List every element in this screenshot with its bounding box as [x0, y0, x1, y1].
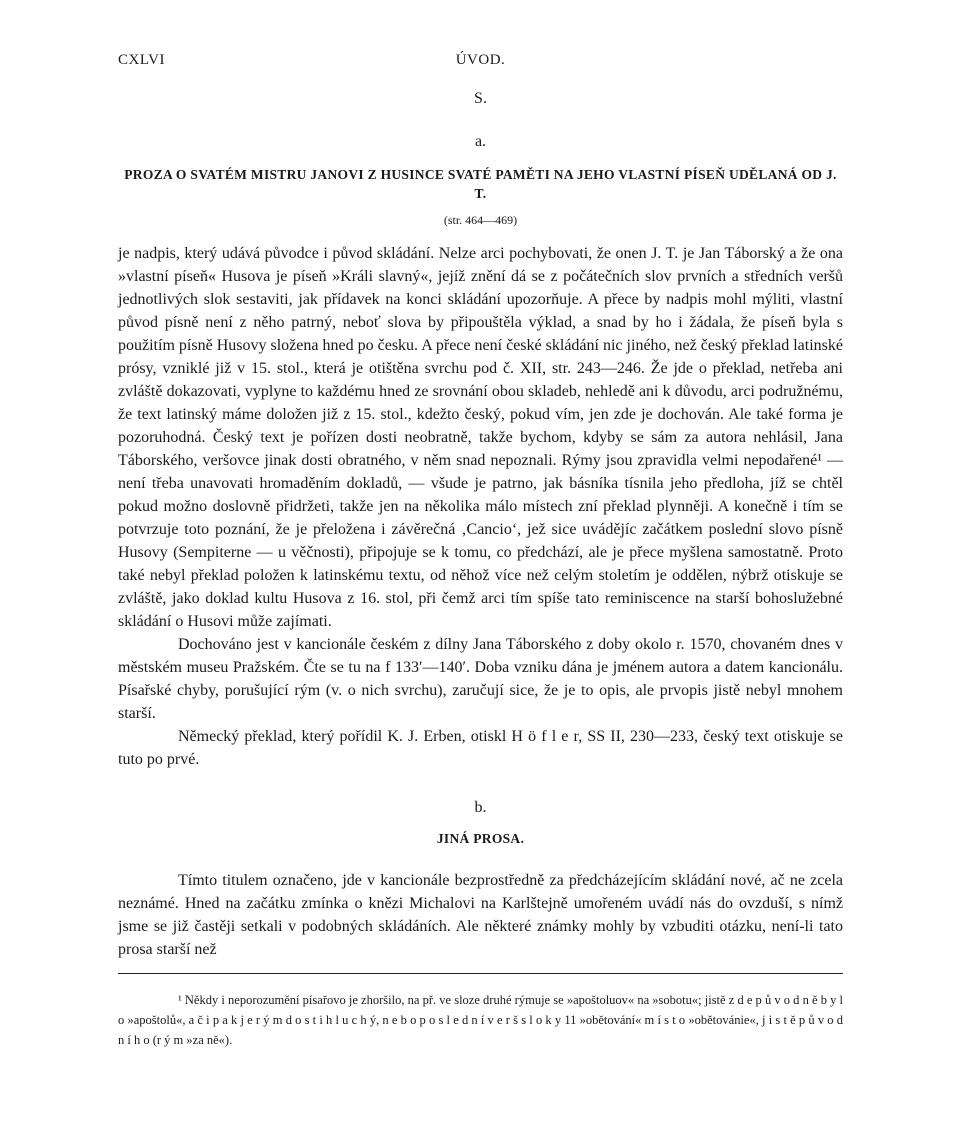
page-number: CXLVI — [118, 52, 165, 68]
subsection-b-letter: b. — [474, 799, 487, 816]
subsection-b-title: JINÁ PROSA. — [436, 831, 525, 846]
page-header — [118, 52, 843, 76]
footnote-text: ¹ Někdy i neporozumění písařovo je zhoršilo, na př. ve sloze druhé rýmuje se »apoštoluov« na »sobotu«; jistě z d e p ů v o d n ě b y l o »apoštolů«, a č i p a k j e r ý m d o s t i h l u c h ý, n e b o p o s l e d n í v e r š s l o k y 11 »obětování« m í s t o »obětovánie«, j i s t ě p ů v o d n í h o (r ý m »za ně«). — [118, 993, 843, 1047]
section-letter: S. — [474, 90, 487, 107]
subsection-a-title: PROZA O SVATÉM MISTRU JANOVI Z HUSINCE SVATÉ PAMĚTI NA JEHO VLASTNÍ PÍSEŇ UDĚLANÁ OD J. T. — [124, 167, 837, 201]
running-title: ÚVOD. — [455, 52, 506, 68]
subsection-b-body — [118, 869, 843, 961]
paragraph: Dochováno jest v kancionále českém z dílny Jana Táborského z doby okolo r. 1570, chovaném dnes v městském museu Pražském. Čte se tu na f 133′—140′. Doba vzniku dána je jménem autora a datem kancionálu. Písařské chyby, porušující rým (v. o nich svrchu), zaručují sice, že je to opis, ale prvopis jistě nebyl mnohem starší. — [118, 636, 843, 722]
subsection-a-pages: (str. 464—469) — [443, 213, 518, 227]
document-page — [118, 52, 843, 1050]
paragraph: je nadpis, který udává původce i původ skládání. Nelze arci pochybovati, že onen J. T. je Jan Táborský a že ona »vlastní píseň« Husova je píseň »Králi slavný«, jejíž znění dá se z počátečních slov prvních a středních veršů jednotlivých slok sestaviti, jak přídavek na konci skládání upozorňuje. A přece by nadpis mohl mýliti, vlastní původ písně není z něho patrný, neboť slova by připouštěla výklad, a snad by ho i žádala, že píseň byla s použitím písně Husovy složena hned po česku. A přece není české skládání nic jiného, než český překlad latinské prósy, vzniklé již v 15. stol., která je otištěna svrchu pod č. XII, str. 243—246. Že jde o překlad, netřeba ani zvláště dokazovati, vyplyne to každému hned ze srovnání obou skladeb, nehledě ani k důvodu, arci podružnému, že text latinský máme doložen již z 15. stol., kdežto český, pokud vím, jen zde je dochován. Ale také forma je pozoruhodná. Český text je pořízen dosti neobratně, takže bychom, kdyby se sám za autora nehlásil, Jana Táborského, veršovce jinak dosti obratného, v něm snad nepoznali. Rýmy jsou zpravidla velmi nepodařené¹ — není třeba unavovati hromaděním dokladů, — všude je patrno, jak básníka tísnila jeho předloha, jíž se chtěl pokud možno doslovně přidržeti, takže jen na několika málo místech zní překlad plynněji. A konečně i tím se potvrzuje toto poznání, že je přeložena i závěrečná ‚Cancio‘, jež sice uvádějíc začátkem poslední slovo písně Husovy (Sempiterne — u věčnosti), připojuje se k tomu, co předchází, ale je přece myšlena samostatně. Proto také nebyl překlad položen k latinskému textu, od něhož více než celým stoletím je oddělen, nýbrž otiskuje se zvláště, jako doklad kultu Husova z 16. stol, při čemž arci tím spíše tato reminiscence na starší bohoslužebné skládání o Husovi může zajímati. — [118, 245, 843, 630]
paragraph: Tímto titulem označeno, jde v kancionále bezprostředně za předcházejícím skládání nové, ač ne zcela neznámé. Hned na začátku zmínka o knězi Michalovi na Karlštejně umořeném uvádí nás do ovzduší, s nímž jsme se již častěji setkali v podobných skládáních. Ale některé známky mohly by vzbuditi otázku, není-li tato prosa starší než — [118, 872, 843, 958]
subsection-a-body — [118, 242, 843, 771]
subsection-a-letter: a. — [474, 133, 487, 150]
paragraph: Německý překlad, který pořídil K. J. Erben, otiskl H ö f l e r, SS II, 230—233, český text otiskuje se tuto po prvé. — [118, 728, 843, 768]
footnote — [118, 990, 843, 1050]
footnote-divider — [118, 973, 843, 974]
